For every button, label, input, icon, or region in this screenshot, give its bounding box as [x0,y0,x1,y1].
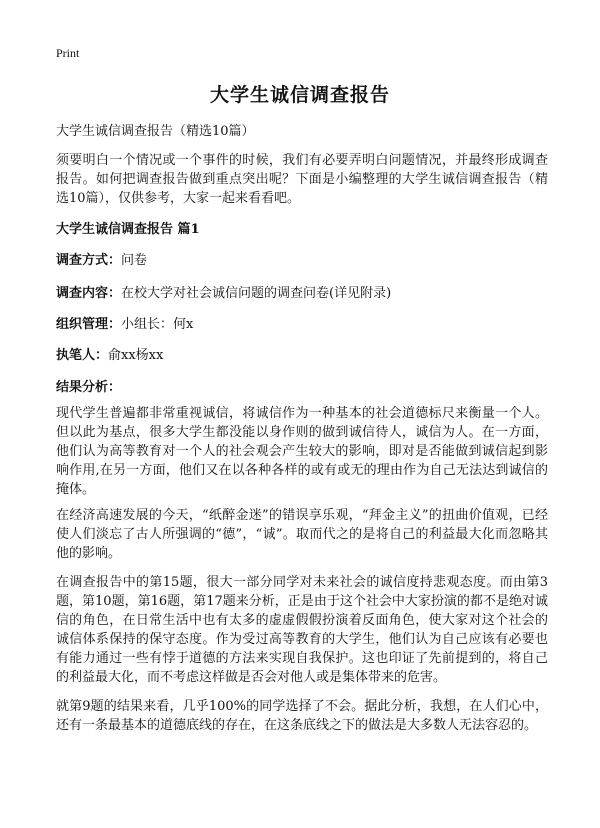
field-value: 小组长：何x [121,317,194,332]
print-link[interactable]: Print [56,46,80,60]
field-organization [56,313,193,332]
analysis-paragraph-2: 在经济高速发展的今天，“纸醉金迷”的错误享乐观，“拜金主义”的扭曲价值观，已经使人们淡忘了古人所强调的“德”，“诚”。取而代之的是将自己的利益最大化而忽略其他的影响。 [56,508,548,561]
field-survey-content [56,282,391,301]
field-key: 组织管理： [56,317,122,332]
analysis-paragraph-3: 在调查报告中的第15题，很大一部分同学对未来社会的诚信度持悲观态度。而由第3题，第10题，第16题，第17题来分析，正是由于这个社会中大家扮演的都不是绝对诚信的角色，在日常生活中也有太多的虚虚假假扮演着反面角色，使大家对这个社会的诚信体系保持的保守态度。作为受过高等教育的大学生，他们认为自己应该有必要也有能力通过一些有悖于道德的方法来实现自我保护。这也印证了先前提到的，将自己的利益最大化，而不考虑这样做是否会对他人或是集体带来的危害。 [56,575,548,685]
field-writer [56,344,163,363]
field-value: 在校大学对社会诚信问题的调查问卷(详见附录) [121,286,392,301]
document-subtitle: 大学生诚信调查报告（精选10篇） [56,124,255,139]
analysis-paragraph-1: 现代学生普遍都非常重视诚信，将诚信作为一种基本的社会道德标尺来衡量一个人。但以此为基点，很多大学生都没能以身作则的做到诚信待人，诚信为人。在一方面，他们认为高等教育对一个人的社会观会产生较大的影响，即对是否能做到诚信起到影响作用,在另一方面，他们又在以各种各样的或有或无的理由作为自己无法达到诚信的掩体。 [56,406,548,497]
field-value: 俞xx杨xx [108,348,164,363]
field-key: 调查方式： [56,253,122,268]
section-heading: 大学生诚信调查报告 篇1 [56,222,200,237]
field-value: 问卷 [121,253,148,268]
intro-paragraph: 须要明白一个情况或一个事件的时候，我们有必要弄明白问题情况，并最终形成调查报告。如何把调查报告做到重点突出呢？下面是小编整理的大学生诚信调查报告（精选10篇），仅供参考，大家一起来看看吧。 [56,153,548,206]
field-key: 调查内容： [56,286,122,301]
field-key: 执笔人： [56,348,109,363]
analysis-heading: 结果分析： [56,380,122,395]
analysis-paragraph-4: 就第9题的结果来看，几乎100%的同学选择了不会。据此分析，我想，在人们心中，还有一条最基本的道德底线的存在，在这条底线之下的做法是大多数人无法容忍的。 [56,699,548,733]
page-title: 大学生诚信调查报告 [209,84,390,106]
field-survey-method [56,249,147,268]
